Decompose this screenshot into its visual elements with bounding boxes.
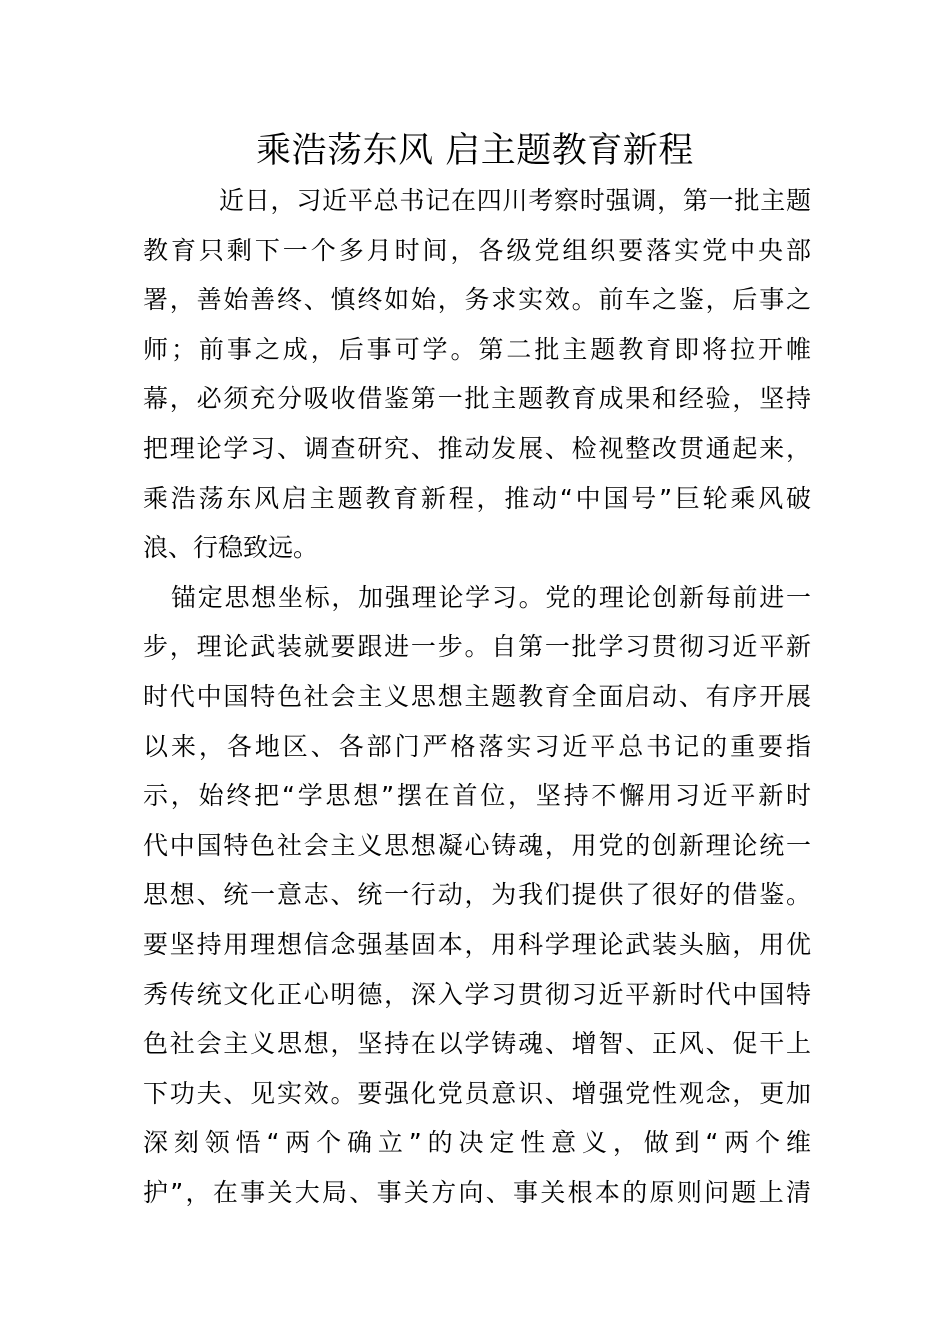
text-line: 乘浩荡东风启主题教育新程，推动“中国号”巨轮乘风破	[143, 483, 811, 513]
text-line: 幕，必须充分吸收借鉴第一批主题教育成果和经验，坚持	[143, 384, 811, 414]
text-line: 代中国特色社会主义思想凝心铸魂，用党的创新理论统一	[143, 830, 811, 860]
document-title: 乘浩荡东风 启主题教育新程	[256, 131, 694, 171]
text-line: 把理论学习、调查研究、推动发展、检视整改贯通起来，	[143, 433, 811, 463]
text-line: 步，理论武装就要跟进一步。自第一批学习贯彻习近平新	[143, 632, 811, 662]
text-line: 秀传统文化正心明德，深入学习贯彻习近平新时代中国特	[143, 979, 811, 1009]
text-line: 教育只剩下一个多月时间，各级党组织要落实党中央部	[143, 235, 811, 265]
document-body	[143, 176, 811, 1217]
text-line: 护”，在事关大局、事关方向、事关根本的原则问题上清	[143, 1177, 811, 1207]
paragraph-1	[143, 176, 811, 573]
text-line: 示，始终把“学思想”摆在首位，坚持不懈用习近平新时	[143, 781, 811, 811]
text-line: 以来，各地区、各部门严格落实习近平总书记的重要指	[143, 731, 811, 761]
text-line: 锚定思想坐标，加强理论学习。党的理论创新每前进一	[171, 582, 811, 612]
text-line: 要坚持用理想信念强基固本，用科学理论武装头脑，用优	[143, 929, 811, 959]
text-line: 时代中国特色社会主义思想主题教育全面启动、有序开展	[143, 681, 811, 711]
paragraph-2	[143, 573, 811, 1218]
text-line: 深刻领悟“两个确立”的决定性意义，做到“两个维	[143, 1128, 811, 1158]
text-line: 思想、统一意志、统一行动，为我们提供了很好的借鉴。	[143, 880, 811, 910]
text-line: 署，善始善终、慎终如始，务求实效。前车之鉴，后事之	[143, 285, 811, 315]
text-line: 师；前事之成，后事可学。第二批主题教育即将拉开帷	[143, 334, 811, 364]
text-line: 近日，习近平总书记在四川考察时强调，第一批主题	[219, 186, 811, 215]
text-line: 下功夫、见实效。要强化党员意识、增强党性观念，更加	[143, 1078, 811, 1108]
text-line: 色社会主义思想，坚持在以学铸魂、增智、正风、促干上	[143, 1029, 811, 1059]
text-line: 浪、行稳致远。	[143, 533, 319, 563]
